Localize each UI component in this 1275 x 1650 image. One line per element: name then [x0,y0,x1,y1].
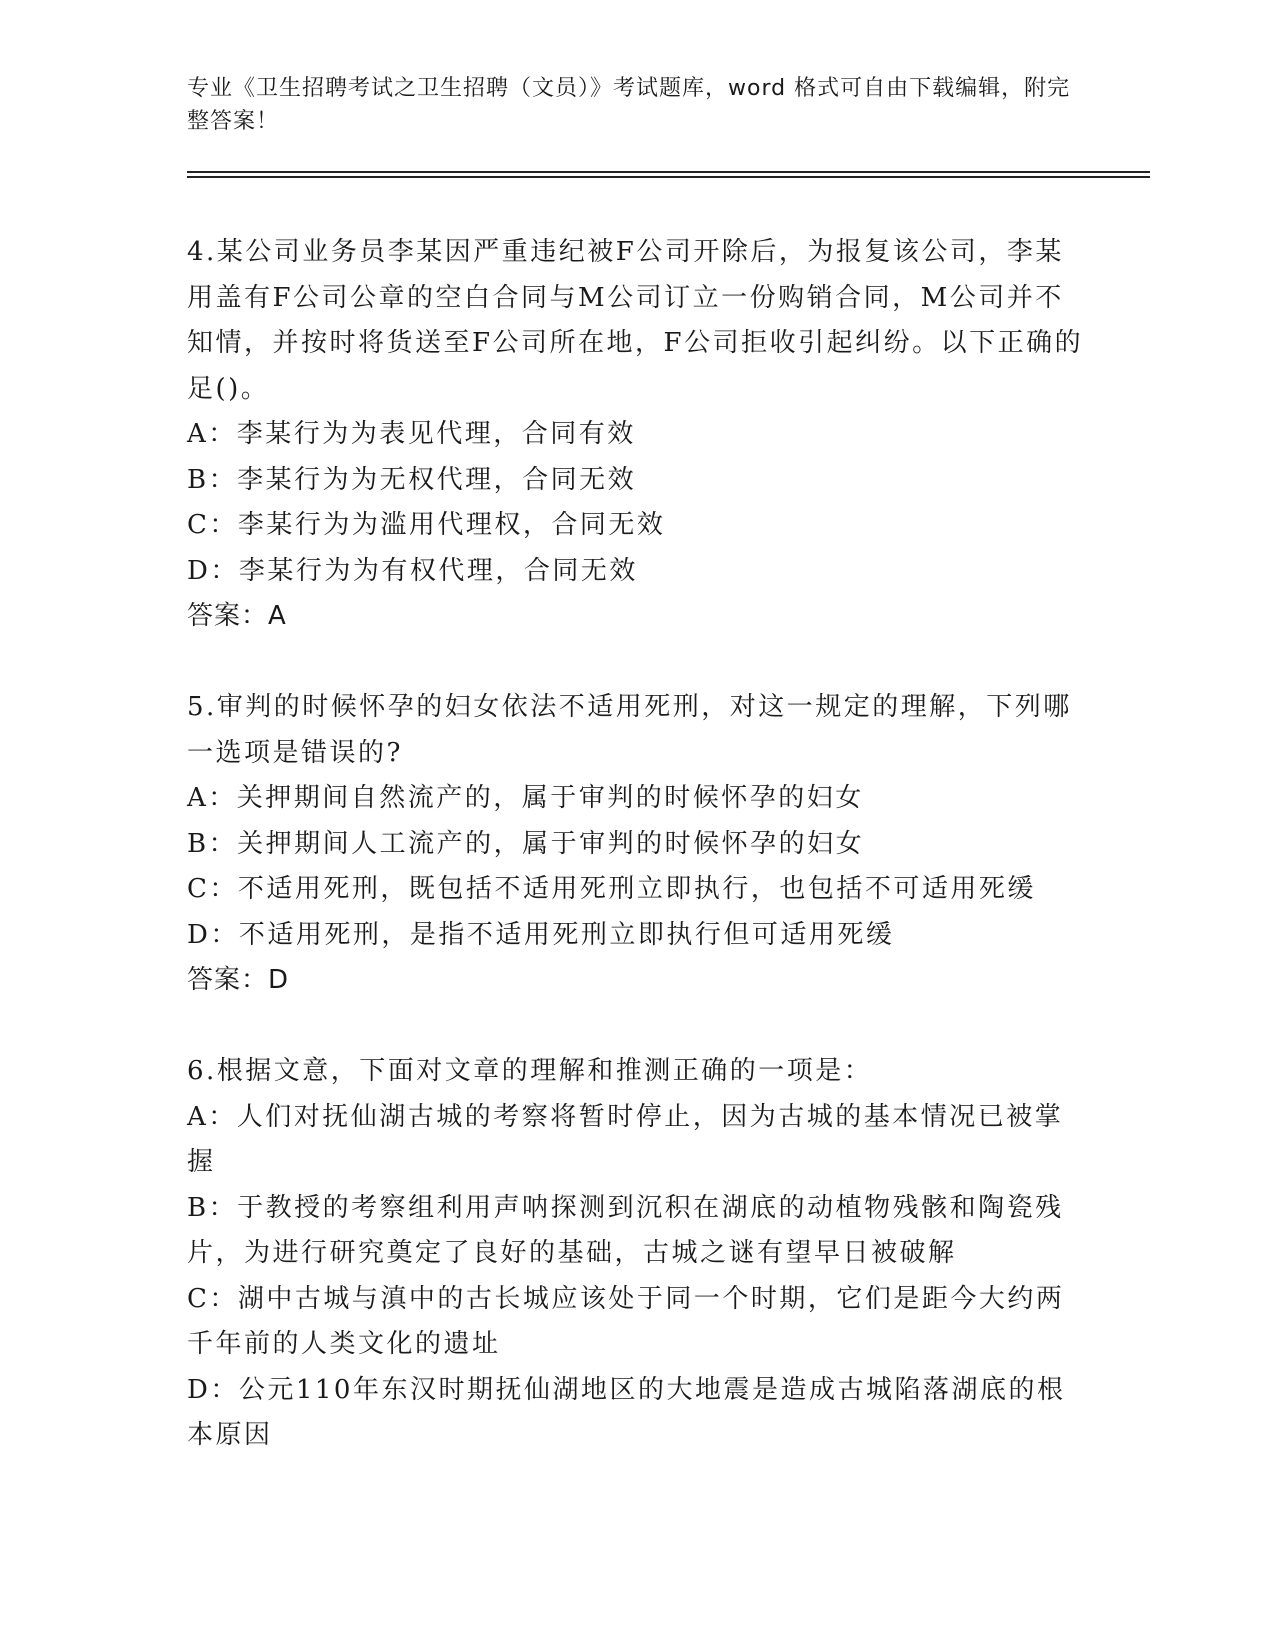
document-header: 专业《卫生招聘考试之卫生招聘（文员）》考试题库，word 格式可自由下载编辑，附完整答案！ [187,76,1071,134]
question-text: 4.某公司业务员李某因严重违纪被F公司开除后，为报复该公司，李某用盖有F公司公章的空白合同与M公司订立一份购销合同，M公司并不知情，并按时将货送至F公司所在地，F公司拒收引起纠纷。以下正确的足()。 [187,237,1084,404]
option-d: D：公元110年东汉时期抚仙湖地区的大地震是造成古城陷落湖底的根本原因 [187,1374,1066,1450]
option-c: C：李某行为为滥用代理权，合同无效 [187,510,666,540]
header-divider-top [187,171,1150,173]
option-a: A：关押期间自然流产的，属于审判的时候怀孕的妇女 [187,783,864,813]
question-5 [187,685,1087,1004]
header-divider-bottom [187,176,1150,178]
option-c: C：不适用死刑，既包括不适用死刑立即执行，也包括不可适用死缓 [187,874,1036,904]
option-d: D：不适用死刑，是指不适用死刑立即执行但可适用死缓 [187,919,895,950]
option-b: B：关押期间人工流产的，属于审判的时候怀孕的妇女 [187,828,865,859]
option-d: D：李某行为为有权代理，合同无效 [187,555,638,586]
option-a: A：人们对抚仙湖古城的考察将暂时停止，因为古城的基本情况已被掌握 [187,1101,1064,1177]
question-6 [187,1049,1087,1459]
answer-line: 答案：A [187,601,287,631]
option-b: B：李某行为为无权代理，合同无效 [187,464,637,495]
question-text: 5.审判的时候怀孕的妇女依法不适用死刑，对这一规定的理解，下列哪一选项是错误的? [187,692,1072,768]
question-list [187,230,1087,1459]
option-b: B：于教授的考察组利用声呐探测到沉积在湖底的动植物残骸和陶瓷残片，为进行研究奠定了良好的基础，古城之谜有望早日被破解 [187,1192,1064,1268]
question-text: 6.根据文意，下面对文章的理解和推测正确的一项是： [187,1056,873,1086]
answer-line: 答案：D [187,965,290,995]
option-a: A：李某行为为表见代理，合同有效 [187,419,636,449]
option-c: C：湖中古城与滇中的古长城应该处于同一个时期，它们是距今大约两千年前的人类文化的遗址 [187,1283,1065,1359]
question-4 [187,230,1087,640]
